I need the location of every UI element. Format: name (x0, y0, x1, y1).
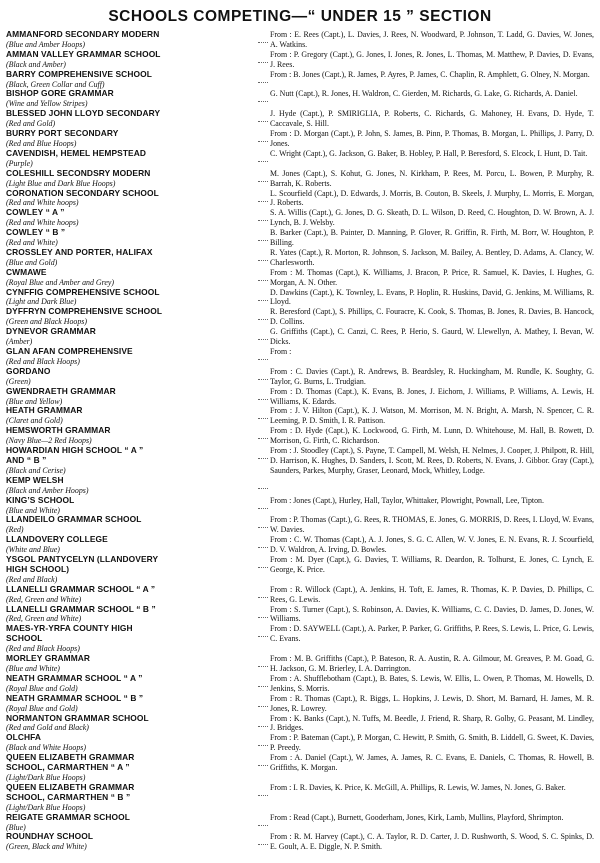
school-entry (6, 30, 594, 50)
dot-leader (256, 535, 270, 553)
school-name-block (6, 367, 256, 387)
school-name: HIGH SCHOOL) (6, 563, 70, 574)
school-name: AND “ B ” (6, 454, 47, 465)
team-players: From : P. Thomas (Capt.), G. Rees, R. THOMAS, E. Jones, G. MORRIS, D. Rees, I. Lloyd, W. Evans, W. Davies. (270, 515, 594, 535)
dot-leader (256, 476, 270, 494)
school-colours: (Light/Dark Blue Hoops) (6, 772, 86, 782)
school-colours: (Green) (6, 376, 31, 386)
team-players: From : K. Banks (Capt.), N. Tuffs, M. Beedle, J. Friend, R. Sharp, R. Golby, G. Peasant, M. Lindley, J. Bridges. (270, 713, 594, 733)
school-name-block (6, 714, 256, 734)
school-colours: (Light Blue and Dark Blue Hoops) (6, 178, 116, 188)
school-colours: (Blue and White) (6, 664, 60, 673)
school-entry (6, 50, 594, 70)
team-players: From : D. Morgan (Capt.), P. John, S. James, B. Pinn, P. Thomas, B. Morgan, L. Phillips, J. Parry, D. Jones. (270, 129, 594, 148)
team-players: From : M. B. Griffiths (Capt.), P. Bateson, R. A. Austin, R. A. Gilmour, M. Greaves, P. M. Goad, G. H. Jackson, G. M. Brierley, I. A. Darrington. (270, 654, 594, 673)
school-entry (6, 585, 594, 605)
dot-leader (256, 228, 270, 246)
school-name: GORDANO (6, 366, 51, 376)
school-entry (6, 268, 594, 288)
team-players: From : E. Rees (Capt.), L. Davies, J. Rees, N. Woodward, P. Johnson, T. Ladd, G. Davies, W. Jones, A. Watkins. (270, 30, 594, 49)
school-name-block (6, 674, 256, 694)
dot-leader (256, 268, 270, 286)
team-players: From : S. Turner (Capt.), S. Robinson, A. Davies, K. Williams, C. C. Davies, D. James, D. Jones, W. Williams. (270, 604, 594, 624)
school-name-block (6, 426, 256, 446)
school-colours: (Green and Black Hoops) (6, 317, 88, 327)
school-entry (6, 496, 594, 516)
dot-leader (256, 327, 270, 345)
school-name: BISHOP GORE GRAMMAR (6, 89, 114, 99)
dot-leader (256, 585, 270, 603)
team-players: B. Barker (Capt.), B. Painter, D. Manning, P. Glover, R. Griffin, R. Firth, M. Borr, W. Houghton, P. Billing. (270, 228, 594, 248)
team-players: C. Wright (Capt.), G. Jackson, G. Baker, B. Hobley, P. Hall, P. Beresford, S. Elcock, I. Hunt, D. Tait. (270, 148, 588, 158)
school-name: QUEEN ELIZABETH GRAMMAR (6, 782, 135, 792)
school-name: DYNEVOR GRAMMAR (6, 327, 96, 337)
dot-leader (256, 149, 270, 167)
team-players: From : D. SAYWELL (Capt.), A. Parker, P. Parker, G. Griffiths, P. Rees, S. Lewis, L. Price, G. Lewis, C. Evans. (270, 624, 594, 644)
school-colours: (Red and White hoops) (6, 198, 79, 208)
school-name: DYFFRYN COMPREHENSIVE SCHOOL (6, 307, 163, 317)
dot-leader (256, 109, 270, 127)
team-players: G. Nutt (Capt.), R. Jones, H. Waldron, C. Gierden, M. Richards, G. Lake, G. Richards, A. Daniel. (270, 89, 578, 99)
school-name: QUEEN ELIZABETH GRAMMAR (6, 753, 135, 763)
page-title: SCHOOLS COMPETING—“ UNDER 15 ” SECTION (108, 8, 492, 25)
school-name: CAVENDISH, HEMEL HEMPSTEAD (6, 148, 147, 158)
school-name: CORONATION SECONDARY SCHOOL (6, 188, 159, 198)
school-name-block (6, 169, 256, 189)
school-name-block (6, 783, 256, 813)
school-name-block (6, 347, 256, 367)
school-name-block (6, 89, 256, 109)
school-entry (6, 605, 594, 625)
school-name: SCHOOL, CARMARTHEN “ A ” (6, 762, 130, 773)
school-name: HEATH GRAMMAR (6, 406, 83, 416)
school-colours: (Green, Black and White) (6, 842, 87, 852)
team-players: L. Scourfield (Capt.), D. Edwards, J. Morris, B. Couton, B. Skeels, J. Murphy, L. Morris, E. Morgan, J. Roberts. (270, 188, 594, 208)
school-name-block (6, 228, 256, 248)
school-entry (6, 783, 594, 813)
school-entry (6, 813, 594, 833)
school-entry (6, 248, 594, 268)
dot-leader (256, 753, 270, 771)
dot-leader (256, 307, 270, 325)
school-entry (6, 446, 594, 476)
dot-leader (256, 605, 270, 623)
dot-leader (256, 555, 270, 573)
school-colours: (Red, Green and White) (6, 614, 82, 624)
team-players: From : J. V. Hilton (Capt.), K. J. Watson, M. Morrison, M. N. Bright, A. Marsh, N. Spencer, C. R. Leeming, P. D. Smith, I. R. Pattison. (270, 406, 594, 426)
school-name: COLESHILL SECONDSRY MODERN (6, 168, 151, 178)
school-name-block (6, 753, 256, 783)
school-entry (6, 733, 594, 753)
school-name: BLESSED JOHN LLOYD SECONDARY (6, 109, 161, 119)
school-name: GWENDRAETH GRAMMAR (6, 386, 116, 396)
school-colours: (Blue and Yellow) (6, 396, 63, 406)
school-name: COWLEY “ A ” (6, 208, 65, 218)
school-colours: (Red and Black) (6, 574, 58, 584)
team-players: G. Griffiths (Capt.), C. Canzi, C. Rees, P. Herio, S. Gaurd, W. Llewellyn, A. Mathey, I. Bevan, W. Dicks. (270, 327, 594, 347)
dot-leader (256, 446, 270, 464)
school-entry (6, 367, 594, 387)
team-players: From : M. Thomas (Capt.), K. Williams, J. Bracon, P. Price, R. Samuel, K. Davies, I. Hughes, G. Morgan, A. N. Other. (270, 267, 594, 287)
school-colours: (Royal Blue and Gold) (6, 683, 78, 693)
school-name: BARRY COMPREHENSIVE SCHOOL (6, 69, 152, 79)
school-name: HOWARDIAN HIGH SCHOOL “ A ” (6, 446, 144, 456)
school-colours: (Navy Blue—2 Red Hoops) (6, 436, 92, 446)
dot-leader (256, 347, 270, 365)
school-name: NEATH GRAMMAR SCHOOL “ B ” (6, 693, 144, 703)
school-colours: (Light and Dark Blue) (6, 297, 77, 307)
school-entry (6, 694, 594, 714)
school-colours: (Blue) (6, 822, 26, 832)
school-entry (6, 307, 594, 327)
school-name: AMMAN VALLEY GRAMMAR SCHOOL (6, 49, 161, 59)
school-name: BURRY PORT SECONDARY (6, 129, 119, 139)
dot-leader (256, 694, 270, 712)
dot-leader (256, 654, 270, 672)
school-name-block (6, 406, 256, 426)
school-entry (6, 70, 594, 90)
dot-leader (256, 733, 270, 751)
dot-leader (256, 30, 270, 48)
team-players: From : (270, 347, 292, 356)
dot-leader (256, 624, 270, 642)
school-entry (6, 515, 594, 535)
school-colours: (Red and Gold and Black) (6, 723, 89, 733)
school-name: SCHOOL, CARMARTHEN “ B ” (6, 791, 131, 802)
dot-leader (256, 288, 270, 306)
team-players: From : R. M. Harvey (Capt.), C. A. Taylor, R. D. Carter, J. D. Rushworth, S. Wood, S. C. Spinks, D. E. Goult, A. E. Diggle, N. P. Smith. (270, 832, 594, 852)
schools-list (6, 30, 594, 852)
dot-leader (256, 496, 270, 514)
team-players: From : D. Hyde (Capt.), K. Lockwood, G. Firth, M. Lunn, D. Whitehouse, M. Hall, B. Rowett, D. Morrison, G. Firth, C. Richardson. (270, 426, 594, 446)
team-players: R. Beresford (Capt.), S. Phillips, C. Fouracre, K. Cook, S. Thomas, B. Jones, R. Davies, B. Hancock, D. Collins. (270, 307, 594, 327)
team-players: M. Jones (Capt.), S. Kohut, G. Jones, N. Kirkham, P. Rees, M. Porcu, L. Bowen, P. Murphy, R. Barrah, K. Roberts. (270, 168, 594, 188)
school-name: KEMP WELSH (6, 475, 64, 485)
school-name-block (6, 149, 256, 169)
team-players: From : P. Gregory (Capt.), G. Jones, I. Jones, R. Jones, L. Thomas, M. Matthew, P. Davies, D. Evans, J. Rees. (270, 49, 594, 69)
school-name: KING’S SCHOOL (6, 495, 75, 505)
school-colours: (Red and Gold) (6, 119, 56, 129)
school-name: MAES-YR-YRFA COUNTY HIGH (6, 624, 133, 634)
school-colours: (Royal Blue and Gold) (6, 703, 78, 713)
dot-leader (256, 406, 270, 424)
school-name-block (6, 654, 256, 674)
school-name-block (6, 288, 256, 308)
dot-leader (256, 367, 270, 385)
school-name-block (6, 446, 256, 476)
school-colours: (Wine and Yellow Stripes) (6, 99, 88, 109)
school-entry (6, 387, 594, 407)
school-colours: (White and Blue) (6, 545, 60, 555)
dot-leader (256, 50, 270, 68)
school-colours: (Light/Dark Blue Hoops) (6, 802, 86, 812)
school-entry (6, 753, 594, 783)
school-name-block (6, 129, 256, 149)
dot-leader (256, 387, 270, 405)
school-colours: (Royal Blue and Amber and Grey) (6, 277, 115, 287)
school-name-block (6, 268, 256, 288)
school-entry (6, 535, 594, 555)
school-entry (6, 832, 594, 852)
school-name: HEMSWORTH GRAMMAR (6, 426, 111, 436)
school-name-block (6, 307, 256, 327)
school-colours: (Red and White) (6, 238, 58, 248)
school-name-block (6, 109, 256, 129)
school-colours: (Blue and White) (6, 505, 60, 515)
school-colours: (Red) (6, 525, 24, 535)
school-name-block (6, 555, 256, 585)
school-entry (6, 426, 594, 446)
school-colours: (Red, Green and White) (6, 594, 82, 604)
team-players: J. Hyde (Capt.), P. SMIRIGLIA, P. Roberts, C. Richards, G. Mahoney, H. Evans, D. Hyde, T. Caccavale, S. Hill. (270, 109, 594, 129)
school-entry (6, 129, 594, 149)
school-colours: (Black, Green Collar and Cuff) (6, 79, 105, 89)
dot-leader (256, 813, 270, 831)
school-name-block (6, 496, 256, 516)
school-name: NEATH GRAMMAR SCHOOL “ A ” (6, 673, 143, 683)
school-entry (6, 476, 594, 496)
team-players: S. A. Willis (Capt.), G. Jones, D. G. Skeath, D. L. Wilson, D. Reed, C. Houghton, D. W. Brown, A. J. Lynch, B. J. Welsby. (270, 208, 594, 228)
school-colours: (Black and Amber) (6, 59, 66, 69)
school-name-block (6, 30, 256, 50)
team-players: From : J. Stoodley (Capt.), S. Payne, T. Campell, M. Welsh, H. Nelmes, J. Cooper, J. Philpott, R. Hill, D. Harrison, K. Hughes, D. Sanders, I. Scott, M. Rees, D. Roberts, N. Evans, J. Gibbor. Gray (Capt.), Saunders, Parkes, Murphy, Graser, Leonard, Mock, Whitley, Lodge. (270, 446, 594, 475)
school-name-block (6, 387, 256, 407)
school-name: CYNFFIG COMPREHENSIVE SCHOOL (6, 287, 160, 297)
school-entry (6, 347, 594, 367)
school-name: LLANELLI GRAMMAR SCHOOL “ B ” (6, 604, 156, 614)
school-colours: (Claret and Gold) (6, 416, 63, 426)
school-entry (6, 714, 594, 734)
dot-leader (256, 783, 270, 801)
team-players: D. Dawkins (Capt.), K. Townley, L. Evans, P. Hoplin, R. Huskins, David, G. Jenkins, M. Williams, R. Lloyd. (270, 287, 594, 307)
school-entry (6, 89, 594, 109)
school-name: REIGATE GRAMMAR SCHOOL (6, 812, 130, 822)
school-entry (6, 288, 594, 308)
school-name-block (6, 248, 256, 268)
school-name-block (6, 189, 256, 209)
school-name: CROSSLEY AND PORTER, HALIFAX (6, 247, 153, 257)
school-entry (6, 624, 594, 654)
school-entry (6, 189, 594, 209)
school-colours: (Blue and Gold) (6, 257, 58, 267)
school-name-block (6, 694, 256, 714)
dot-leader (256, 674, 270, 692)
dot-leader (256, 832, 270, 850)
school-name-block (6, 476, 256, 496)
team-players: From : M. Dyer (Capt.), G. Davies, T. Williams, R. Deardon, R. Tolhurst, E. Jones, C. Lynch, E. George, K. Price. (270, 555, 594, 574)
school-colours: (Blue and Amber Hoops) (6, 39, 85, 49)
school-name-block (6, 70, 256, 90)
school-entry (6, 228, 594, 248)
team-players: R. Yates (Capt.), R. Morton, R. Johnson, S. Jackson, M. Bailey, A. Bentley, D. Adams, A. Clancy, W. Charlesworth. (270, 247, 594, 267)
school-name: SCHOOL (6, 633, 43, 644)
school-entry (6, 208, 594, 228)
school-name: ROUNDHAY SCHOOL (6, 832, 94, 842)
team-players: From : A. Shufflebotham (Capt.), B. Bates, S. Lewis, W. Ellis, L. Owen, P. Thomas, M. Howells, D. Jenkins, S. Morris. (270, 673, 594, 693)
school-name-block (6, 535, 256, 555)
school-name: OLCHFA (6, 733, 42, 743)
team-players: From : P. Bateman (Capt.), P. Morgan, C. Hewitt, P. Smith, G. Smith, B. Liddell, G. Sweet, K. Davies, P. Preedy. (270, 733, 594, 753)
school-name-block (6, 515, 256, 535)
team-players: From : C. W. Thomas (Capt.), A. J. Jones, S. G. C. Allen, W. V. Jones, E. N. Evans, R. J. Scourfield, D. V. Waldron, A. Irving, D. Bowles. (270, 535, 594, 555)
dot-leader (256, 248, 270, 266)
dot-leader (256, 515, 270, 533)
school-colours: (Red and Black Hoops) (6, 644, 80, 654)
school-entry (6, 654, 594, 674)
school-name-block (6, 733, 256, 753)
school-colours: (Black and Cerise) (6, 465, 66, 475)
school-name-block (6, 605, 256, 625)
school-name-block (6, 585, 256, 605)
dot-leader (256, 426, 270, 444)
team-players: From : D. Thomas (Capt.), K. Evans, B. Jones, J. Eichorn, J. Williams, P. Williams, A. Lewis, H. Williams, K. Edards. (270, 386, 594, 406)
school-colours: (Amber) (6, 337, 33, 347)
dot-leader (256, 89, 270, 107)
school-name: CWMAWE (6, 267, 47, 277)
dot-leader (256, 70, 270, 88)
team-players: From : Jones (Capt.), Hurley, Hall, Taylor, Whittaker, Plowright, Pownall, Lee, Tipton. (270, 495, 544, 505)
school-name: GLAN AFAN COMPREHENSIVE (6, 347, 133, 356)
school-name: YSGOL PANTYCELYN (LLANDOVERY (6, 555, 159, 565)
school-entry (6, 109, 594, 129)
school-name-block (6, 208, 256, 228)
team-players: From : R. Willock (Capt.), A. Jenkins, H. Toft, E. James, R. Thomas, K. P. Davies, D. Phillips, C. Rees, G. Lewis. (270, 584, 594, 604)
school-entry (6, 149, 594, 169)
team-players: From : B. Jones (Capt.), R. James, P. Ayres, P. James, C. Chaplin, R. Amphlett, G. Olney, N. Morgan. (270, 69, 590, 79)
school-name-block (6, 327, 256, 347)
team-players: From : R. Thomas (Capt.), R. Biggs, L. Hopkins, J. Lewis, D. Short, M. Barnard, H. James, M. R. Jones, R. Lowrey. (270, 693, 594, 713)
team-players: From : I. R. Davies, K. Price, K. McGill, A. Phillips, R. Lewis, W. James, N. Jones, G. Baker. (270, 782, 566, 792)
school-colours: (Black and Amber Hoops) (6, 485, 89, 495)
school-name: LLANDOVERY COLLEGE (6, 535, 108, 545)
school-name-block (6, 813, 256, 833)
school-name-block (6, 50, 256, 70)
school-colours: (Red and Blue Hoops) (6, 138, 77, 148)
team-players: From : Read (Capt.), Burnett, Gooderham, Jones, Kirk, Lamb, Mullins, Playford, Shrimpton. (270, 812, 564, 822)
school-name: MORLEY GRAMMAR (6, 654, 91, 664)
school-entry (6, 169, 594, 189)
school-colours: (Red and White hoops) (6, 218, 79, 228)
team-players: From : C. Davies (Capt.), R. Andrews, B. Beardsley, R. Huckingham, M. Rundle, K. Soughty, G. Taylor, G. Burns, L. Trudgian. (270, 366, 594, 386)
school-entry (6, 674, 594, 694)
school-entry (6, 555, 594, 585)
school-name: NORMANTON GRAMMAR SCHOOL (6, 713, 149, 723)
school-name: AMMANFORD SECONDARY MODERN (6, 30, 160, 39)
dot-leader (256, 169, 270, 187)
school-colours: (Purple) (6, 158, 33, 168)
school-entry (6, 327, 594, 347)
school-colours: (Red and Black Hoops) (6, 356, 80, 366)
school-name-block (6, 832, 256, 852)
dot-leader (256, 714, 270, 732)
school-name: COWLEY “ B ” (6, 228, 66, 238)
dot-leader (256, 208, 270, 226)
school-name: LLANELLI GRAMMAR SCHOOL “ A ” (6, 584, 156, 594)
dot-leader (256, 189, 270, 207)
team-players: From : A. Daniel (Capt.), W. James, A. James, R. C. Evans, E. Daniels, C. Thomas, R. Howell, B. Griffiths, K. Morgan. (270, 753, 594, 773)
school-entry (6, 406, 594, 426)
school-name: LLANDEILO GRAMMAR SCHOOL (6, 515, 142, 525)
dot-leader (256, 129, 270, 147)
school-name-block (6, 624, 256, 654)
school-colours: (Black and White Hoops) (6, 743, 86, 753)
